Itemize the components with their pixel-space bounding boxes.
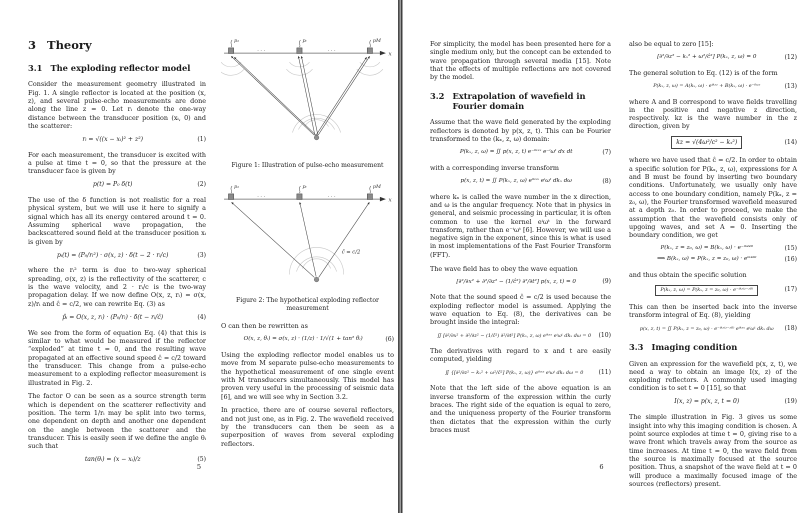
equation-body: tan(θᵢ) = (x − xᵢ)/z — [84, 456, 141, 464]
transducers — [228, 186, 372, 199]
equation-number: (18) — [784, 325, 797, 333]
transducer-label: p₁ — [234, 39, 240, 45]
svg-text:· · ·: · · · — [257, 193, 266, 200]
equation-body: [∂²/∂z² − kₓ² + ω²/ĉ²] P(kₓ, z, ω) = 0 — [657, 54, 757, 61]
axis-label-x: x — [388, 51, 392, 58]
transducer-icon — [367, 48, 372, 54]
equation-number: (16) — [784, 255, 797, 263]
paragraph: where the rᵢ² term is due to two-way spherical spreading, σ(x, z) is the reflectivity of the scatterer, c is the wave velocity, and 2 · rᵢ/c is the two-way propagation delay. If we now define O(x, z, rᵢ) = σ(x, z)/rᵢ and ĉ = c/2, we can rewrite Eq. (3) as — [28, 266, 206, 308]
wavelet-icon — [370, 40, 371, 47]
equation-14 — [629, 136, 797, 149]
equation-17 — [629, 285, 797, 296]
paragraph: The derivatives with regard to x and t are easily computed, yielding — [430, 347, 611, 364]
equation-number: (14) — [784, 138, 797, 146]
transducer-icon — [297, 194, 302, 200]
equation-9 — [430, 278, 611, 286]
equation-number: (13) — [784, 82, 797, 90]
section-title: Theory — [47, 38, 92, 52]
paragraph: O can then be rewritten as — [221, 322, 308, 331]
transducer-icon — [228, 48, 233, 54]
equation-8 — [430, 178, 611, 186]
transducer-icon — [297, 48, 302, 54]
equation-body: ∬ [∂²/∂x² + ∂²/∂z² − (1/ĉ²) ∂²/∂t²] P(kₓ, z, ω) eⁱᵏˣˣ eⁱωᵗ dkₓ dω = 0 — [437, 332, 592, 339]
transducer-labels — [234, 38, 382, 44]
transducer-label: p₁ — [234, 184, 240, 190]
page-number: 6 — [599, 463, 604, 471]
equation-body — [629, 136, 784, 149]
page5-column-2 — [221, 33, 394, 454]
svg-text:· · ·: · · · — [327, 48, 336, 55]
subsection-number: 3.2 — [430, 90, 445, 101]
equation-body: p(x, z, t) = ∬ P(kₓ, z, ω) eⁱᵏˣˣ eⁱωᵗ dkₓ dω — [460, 177, 572, 184]
equation-10 — [430, 332, 611, 340]
equation-15 — [629, 245, 797, 253]
equation-number: (3) — [197, 251, 206, 259]
equation-body: I(x, z) = p(x, z, t = 0) — [674, 398, 740, 406]
one-way-rays — [232, 202, 370, 277]
equation-number: (12) — [784, 53, 797, 61]
wavelet-icon — [370, 186, 371, 193]
figure-1-caption: Figure 1: Illustration of pulse-echo measurement — [231, 161, 384, 169]
equation-body: P(kₓ, z, ω) = A(kₓ, ω) · eⁱᵏᶻᶻ + B(kₓ, ω) · e⁻ⁱᵏᶻᶻ — [653, 83, 761, 90]
page-number: 5 — [196, 463, 202, 471]
paragraph: Using the exploding reflector model enables us to move from M separate pulse-echo measurements to the hypothetical measurement of one single event with M transducers simultaneously. This model has proven very useful in the processing of seismic data [6], and we will see why in Section 3.2. — [221, 350, 394, 401]
subsection-3-2-heading — [430, 91, 611, 112]
svg-text:· · ·: · · · — [327, 193, 336, 200]
transducer-label: pᵢ — [302, 184, 307, 190]
svg-text:· · ·: · · · — [257, 48, 266, 55]
transducer-labels — [234, 184, 382, 190]
paragraph: For each measurement, the transducer is excited with a pulse at time t = 0, so that the pressure at the transducer face is given by — [28, 150, 206, 176]
equation-number: (5) — [197, 456, 206, 464]
equation-number: (10) — [598, 332, 611, 340]
equation-19 — [629, 398, 797, 406]
equation-body: ∬ {[∂²/∂z² − kₓ² + ω²/ĉ²] P(kₓ, z, ω)} eⁱᵏˣˣ eⁱωᵗ dkₓ dω = 0 — [445, 370, 584, 377]
equation-body — [629, 285, 784, 296]
equation-body: ⟹ B(kₓ, ω) = P(kₓ, z = z₀, ω) · eⁱᵏᶻᶻ⁰ — [657, 256, 757, 263]
equation-2 — [28, 181, 206, 189]
paragraph: Note that the left side of the above equation is an inverse transform of the expression within the curly braces. The right side of the equation is equal to zero, and the uniqueness property of the Fourier transform then dictates that the expression within the curly braces must — [430, 384, 611, 434]
subsection-3-3-heading — [629, 342, 797, 352]
paragraph: This can then be inserted back into the inverse transform integral of Eq. (8), yielding — [629, 303, 797, 320]
paragraph: Consider the measurement geometry illustrated in Fig. 1. A single reflector is located at the position (x, z), and several pulse-echo measurements are done along the line z = 0. Let rᵢ denote the one-way distance between the transducer position (xᵢ, 0) and the scatterer: — [28, 80, 206, 130]
paragraph: and thus obtain the specific solution — [629, 270, 747, 279]
paragraph: The use of the δ function is not realistic for a real physical system, but we will use it here to signify a signal which has all its energy centered around t = 0. Assuming spherical wave propagation, the backscattered sound field at the transducer position xᵢ is given by — [28, 196, 206, 246]
subsection-title: Imaging condition — [651, 342, 738, 353]
equation-body: p̂ᵢ = O(x, z, rᵢ) · (P₀/rᵢ) · δ(t − rᵢ/ĉ) — [62, 313, 164, 321]
transducer-icon — [367, 194, 372, 200]
equation-16 — [629, 256, 797, 264]
equation-number: (6) — [385, 335, 394, 343]
equation-12 — [629, 54, 797, 62]
subsection-3-1-heading — [28, 63, 206, 73]
paragraph: where A and B correspond to wave fields travelling in the positive and negative z direction, respectively. kz is the wave number in the z direction, given by — [629, 97, 797, 131]
paragraph: For simplicity, the model has been presented here for a single medium only, but the concept can be extended to wave propagation through several media [15]. Note that the effects of multiple reflections are not covered by the model. — [430, 40, 612, 82]
paragraph: Assume that the wave field generated by the exploding reflectors is denoted by p(x, z, t). This can be Fourier transformed to the (kₓ, z, ω) domain: — [430, 118, 611, 144]
equation-body: P(kₓ, z, ω) = ∬ p(x, z, t) e⁻ⁱᵏˣˣ e⁻ⁱωᵗ dx dt — [459, 149, 573, 156]
subsection-title: Extrapolation of wavefield in Fourier domain — [452, 90, 586, 111]
paragraph: where we have used that ĉ = c/2. In order to obtain a specific solution for P(kₓ, z, ω), expressions for A and B must be found by inserting two boundary conditions. Unfortunately, we usually only have access to one boundary condition, namely P(kₓ, z = z₀, ω), the Fourier transformed wavefield measured at a depth z₀. In order to proceed, we make the assumption that the wavefield consists only of upgoing waves, and set A = 0. Inserting the boundary condition, we get — [629, 156, 797, 240]
figure-2-caption: Figure 2: The hypothetical exploding reflector measurement — [236, 297, 379, 313]
paragraph: The factor O can be seen as a source strength term which is dependent on the scatterer reflectivity and position. The term 1/rᵢ may be split into two terms, one dependent on depth and another one dependent on the angle between the scatterer and the transducer. This is easily seen if we define the angle θᵢ such that — [28, 392, 206, 451]
paragraph: The general solution to Eq. (12) is of the form — [629, 68, 778, 77]
paragraph: where kₓ is called the wave number in the x direction, and ω is the angular frequency. Note that in physics in general, and seismic processing in particular, it is often common to use the kernel eⁱωᵗ in the forward transform, rather than e⁻ⁱωᵗ [6]. However, we will use a negative sign in the exponent, since this is what is used in most implementations of the Fast Fourier Transform (FFT). — [430, 192, 611, 259]
boxed-equation: P(kₓ, z, ω) = P(kₓ, z = z₀, ω) · e⁻ⁱᵏᶻ⁽ᶻ⁻ᶻ⁰⁾ — [655, 285, 758, 296]
figure-2-diagram — [221, 179, 394, 296]
paragraph: also be equal to zero [15]: — [629, 40, 714, 48]
transducer-label: pᵢ — [302, 39, 307, 45]
page-6 — [403, 0, 800, 513]
transducer-label: pM — [372, 39, 381, 45]
section-number: 3 — [28, 38, 37, 52]
subsection-number: 3.3 — [629, 342, 644, 353]
paragraph: The wave field has to obey the wave equation — [430, 264, 578, 273]
equation-number: (9) — [602, 278, 611, 286]
page5-column-1 — [28, 36, 206, 471]
paragraph: In practice, there are of course several reflectors, and not just one, as in Fig. 2. The wavefield received by the transducers can then be seen as a superposition of waves from several exploding reflectors. — [221, 406, 394, 448]
equation-body: pᵢ(t) = (P₀/rᵢ²) · σ(x, z) · δ(t − 2 · rᵢ/c) — [56, 251, 169, 259]
x-axis-arrow-icon — [380, 197, 386, 201]
transducer-icon — [228, 194, 233, 200]
wavelet-icon — [231, 40, 232, 47]
paragraph: We see from the form of equation Eq. (4) that this is similar to what would be measured if the reflector “exploded” at time t = 0, and the resulting wave propagated at an effective sound speed ĉ = c/2 toward the transducer. This change from a pulse-echo measurement to a exploding reflector measurement is illustrated in Fig. 2. — [28, 328, 206, 387]
equation-number: (19) — [784, 398, 797, 406]
equation-number: (15) — [784, 245, 797, 253]
equation-number: (7) — [602, 148, 611, 156]
paragraph: with a corresponding inverse transform — [430, 163, 559, 172]
page-5 — [0, 0, 398, 513]
page6-column-1 — [430, 40, 611, 440]
figure-1-diagram — [221, 33, 394, 160]
equation-7 — [430, 149, 611, 157]
transducer-label: pM — [372, 184, 381, 190]
paragraph: Given an expression for the wavefield p(x, z, t), we need a way to obtain an image I(x, z) of the exploding reflectors. A commonly used imaging condition is to set t = 0 [15], so that — [629, 359, 797, 393]
equation-body: O(x, z, θᵢ) = σ(x, z) · (1/z) · 1/√(1 + tan² θᵢ) — [243, 336, 363, 343]
equation-4 — [28, 314, 206, 322]
equation-body: P(kₓ, z = z₀, ω) = B(kₓ, ω) · e⁻ⁱᵏᶻᶻ⁰ — [660, 245, 753, 252]
wavelet-icon — [299, 40, 300, 47]
equation-number: (4) — [197, 313, 206, 321]
equation-11 — [430, 369, 611, 377]
wave-speed-label: ĉ = c/2 — [341, 249, 361, 256]
equation-number: (8) — [602, 177, 611, 185]
transducers — [228, 40, 372, 53]
two-way-rays — [231, 56, 369, 136]
equation-body: p(t) = P₀ δ(t) — [92, 181, 133, 189]
equation-body: [∂²/∂x² + ∂²/∂z² − (1/ĉ²) ∂²/∂t²] p(x, z, t) = 0 — [456, 278, 576, 285]
subsection-number: 3.1 — [28, 62, 43, 73]
equation-3 — [28, 252, 206, 260]
equation-body: rᵢ = √((x − xᵢ)² + z²) — [82, 135, 144, 143]
equation-number: (2) — [197, 181, 206, 189]
wavelet-icon — [231, 186, 232, 193]
equation-18 — [629, 325, 797, 333]
equation-6 — [221, 336, 394, 344]
subsection-title: The exploding reflector model — [50, 62, 191, 73]
equation-body: p(x, z, t) = ∬ P(kₓ, z = z₀, ω) · e⁻ⁱᵏᶻ⁽ᶻ⁻ᶻ⁰⁾ eⁱᵏˣˣ eⁱωᵗ dkₓ dω — [639, 325, 774, 332]
x-axis-arrow-icon — [380, 51, 386, 55]
equation-number: (17) — [784, 286, 797, 294]
equation-1 — [28, 136, 206, 144]
page6-column-2 — [629, 40, 797, 494]
boxed-equation: kz = √(4ω²/c² − kₓ²) — [671, 136, 742, 149]
equation-number: (1) — [197, 135, 206, 143]
paragraph: The simple illustration in Fig. 3 gives us some insight into why this imaging condition is chosen. A point source explodes at time t = 0, giving rise to a wave front which travels away from the source as time increases. At time t = 0, the wave field from the source is maximally focused at the source position. Thus, a snapshot of the wave field at t = 0 will produce a maximally focused image of the sources (reflectors) present. — [629, 413, 797, 488]
axis-label-x: x — [388, 197, 392, 204]
scatterer-icon — [314, 135, 319, 140]
section-heading — [28, 38, 206, 53]
wavefront-arcs — [289, 247, 343, 274]
equation-number: (11) — [598, 369, 611, 377]
wavelet-icon — [299, 186, 300, 193]
scatterer-icon — [314, 277, 319, 282]
equation-13 — [629, 83, 797, 91]
paragraph: Note that the sound speed ĉ = c/2 is used because the exploding reflector model is assumed. Applying the wave equation to Eq. (8), the derivatives can be brought inside the integral: — [430, 293, 611, 327]
